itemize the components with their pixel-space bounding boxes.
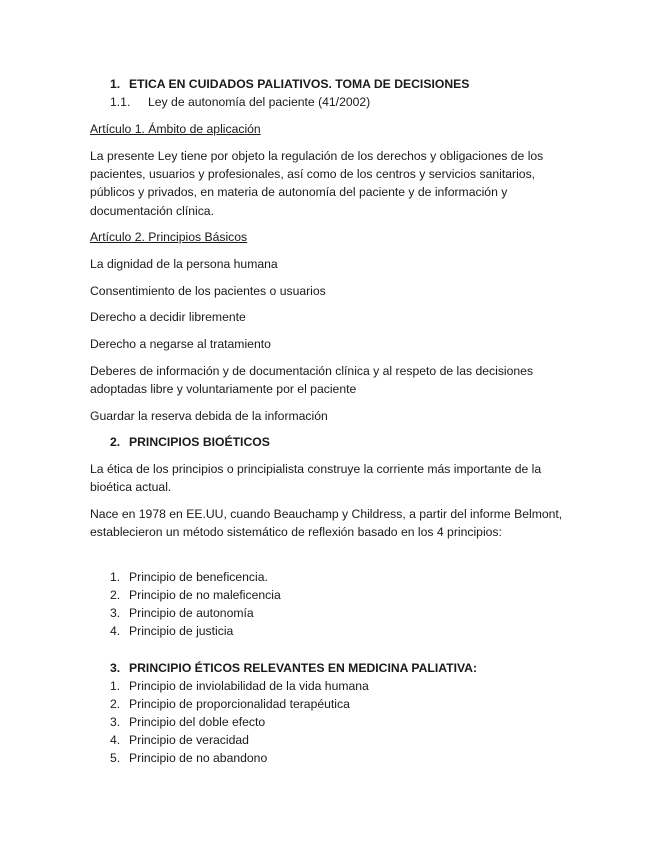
list-item-number: 3. bbox=[110, 715, 121, 729]
list-item-text: Principio del doble efecto bbox=[129, 715, 266, 729]
section-3-number: 3. bbox=[110, 661, 121, 675]
article-2-item: Guardar la reserva debida de la información bbox=[90, 409, 328, 423]
subsection-1-1-title: Ley de autonomía del paciente (41/2002) bbox=[148, 95, 371, 109]
list-item-number: 2. bbox=[110, 588, 121, 602]
subsection-1-1-number: 1.1. bbox=[110, 95, 131, 109]
article-2-item: Derecho a decidir libremente bbox=[90, 310, 246, 324]
list-item-number: 4. bbox=[110, 624, 121, 638]
article-1-body: La presente Ley tiene por objeto la regulación de los derechos y obligaciones de los pacientes, usuarios y profesionales, así como de los centros y servicios sanitarios, públicos y privados, en materia de autonomía del paciente y de información y documentación clínica. bbox=[90, 149, 544, 218]
list-item-number: 2. bbox=[110, 697, 121, 711]
list-item-text: Principio de beneficencia. bbox=[129, 570, 268, 584]
section-1-number: 1. bbox=[110, 77, 121, 91]
article-2-item: Derecho a negarse al tratamiento bbox=[90, 337, 271, 351]
article-2-item: Consentimiento de los pacientes o usuarios bbox=[90, 284, 326, 298]
list-item-text: Principio de autonomía bbox=[129, 606, 254, 620]
list-item-text: Principio de no maleficencia bbox=[129, 588, 281, 602]
article-2-item: La dignidad de la persona humana bbox=[90, 257, 278, 271]
section-3-title: PRINCIPIO ÉTICOS RELEVANTES EN MEDICINA PALIATIVA: bbox=[129, 661, 478, 675]
list-item-text: Principio de inviolabilidad de la vida humana bbox=[129, 679, 369, 693]
section-2-number: 2. bbox=[110, 435, 121, 449]
list-item-number: 3. bbox=[110, 606, 121, 620]
section-2-title: PRINCIPIOS BIOÉTICOS bbox=[129, 435, 270, 449]
article-2-item: Deberes de información y de documentación clínica y al respeto de las decisiones adoptadas libre y voluntariamente por el paciente bbox=[90, 364, 534, 397]
section-2-paragraph-1: La ética de los principios o principialista construye la corriente más importante de la bioética actual. bbox=[90, 462, 542, 495]
list-item-text: Principio de no abandono bbox=[129, 751, 268, 765]
section-2-paragraph-2: Nace en 1978 en EE.UU, cuando Beauchamp y Childress, a partir del informe Belmont, establecieron un método sistemático de reflexión basado en los 4 principios: bbox=[90, 507, 563, 540]
list-item-text: Principio de veracidad bbox=[129, 733, 249, 747]
list-item-number: 5. bbox=[110, 751, 121, 765]
list-item-text: Principio de justicia bbox=[129, 624, 234, 638]
article-2-heading: Artículo 2. Principios Básicos bbox=[90, 230, 248, 244]
list-item-number: 1. bbox=[110, 570, 121, 584]
list-item-text: Principio de proporcionalidad terapéutica bbox=[129, 697, 350, 711]
section-1-title: ETICA EN CUIDADOS PALIATIVOS. TOMA DE DECISIONES bbox=[129, 77, 470, 91]
list-item-number: 4. bbox=[110, 733, 121, 747]
list-item-number: 1. bbox=[110, 679, 121, 693]
article-1-heading: Artículo 1. Ámbito de aplicación bbox=[90, 122, 261, 136]
